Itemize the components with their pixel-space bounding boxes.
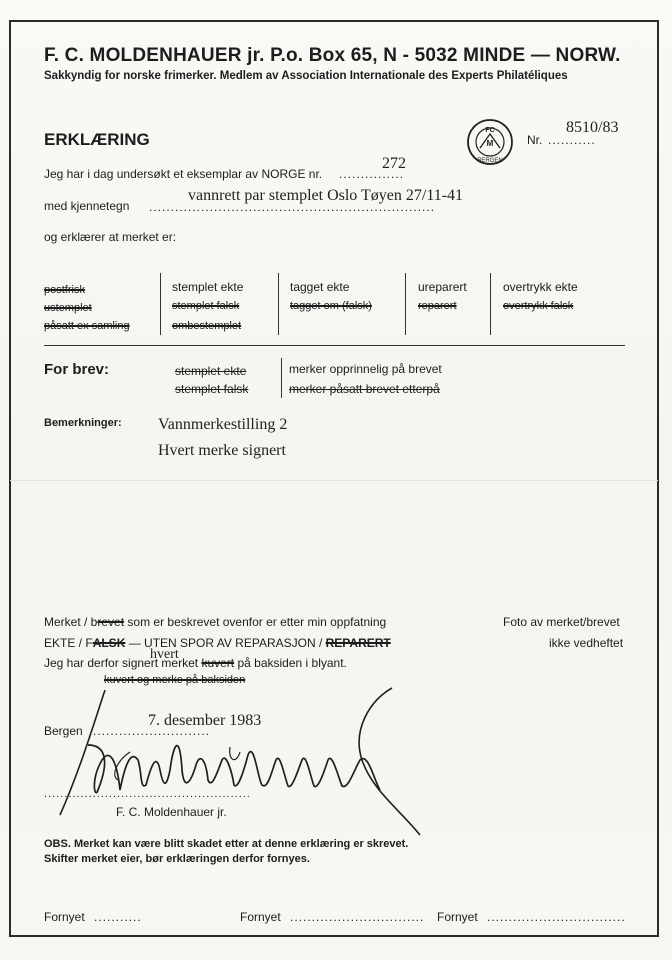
statement-line-3-end: på baksiden i blyant.	[237, 656, 347, 670]
remarks-line-2: Hvert merke signert	[158, 442, 286, 459]
renewal-label-2: Fornyet	[240, 910, 281, 924]
for-brev-stemplet-falsk: stemplet falsk	[175, 382, 249, 396]
intro-line-2: med kjennetegn	[44, 199, 130, 213]
for-brev-opprinnelig: merker opprinnelig på brevet	[289, 362, 442, 376]
remarks-line-1: Vannmerkestilling 2	[158, 416, 288, 433]
for-brev-label: For brev:	[44, 361, 110, 378]
company-header: F. C. MOLDENHAUER jr. P.o. Box 65, N - 5032 MINDE — NORW.	[44, 45, 621, 66]
foto-line-2: ikke vedheftet	[549, 636, 624, 650]
statement-line-2-mid: — UTEN SPOR AV REPARASJON /	[128, 636, 323, 650]
renewal-dots-1: ...........	[94, 910, 142, 924]
status-stemplet-falsk: stemplet falsk	[172, 300, 240, 312]
statement-line-3-struck: kuvert	[201, 656, 235, 670]
statement-line-2-start: EKTE / F	[44, 636, 93, 650]
statement-line-1-start: Merket / b	[44, 615, 98, 629]
statement-line-3-merket: merket	[161, 656, 199, 670]
signature-dots: ...................................................	[44, 788, 251, 800]
renewal-dots-3: ................................	[487, 910, 626, 924]
statement-line-2-struck2: REPARERT	[325, 636, 391, 650]
status-tagget-falsk: tagget om (falsk)	[290, 300, 372, 312]
certificate-title: ERKLÆRING	[44, 130, 150, 149]
renewal-label-1: Fornyet	[44, 910, 85, 924]
status-ombestemplet: ombestemplet	[172, 320, 242, 332]
statement-line-4-struck: kuvert og merke på baksiden	[104, 674, 246, 686]
status-reparert: reparert	[418, 300, 457, 312]
renewal-dots-2: ...............................	[290, 910, 425, 924]
intro-line-2-dots: ..................................................................	[149, 200, 436, 214]
remarks-label: Bemerkninger:	[44, 417, 122, 429]
status-overtrykk-ekte: overtrykk ekte	[503, 280, 578, 294]
status-tagget-ekte: tagget ekte	[290, 280, 350, 294]
for-brev-pasatt: merker påsatt brevet etterpå	[289, 382, 440, 396]
status-postfrisk: postfrisk	[44, 284, 85, 296]
status-ureparert: ureparert	[418, 280, 467, 294]
obs-line-1: OBS. Merket kan være blitt skadet etter at denne erklæring er skrevet.	[44, 838, 409, 850]
status-ustemplet: ustemplet	[44, 302, 92, 314]
statement-line-2-struck: ALSK	[92, 636, 126, 650]
statement-hvert: hvert	[150, 647, 179, 662]
nr-dots: ...........	[548, 133, 596, 147]
statement-line-3-start: Jeg har derfor signert	[44, 656, 159, 670]
status-overtrykk-falsk: overtrykk falsk	[503, 300, 574, 312]
intro-line-1: Jeg har i dag undersøkt et eksemplar av NORGE nr.	[44, 167, 323, 181]
kjennetegn-value: vannrett par stemplet Oslo Tøyen 27/11-41	[188, 187, 464, 204]
intro-line-1-dots: ...............	[339, 167, 405, 181]
signer-name: F. C. Moldenhauer jr.	[116, 805, 227, 819]
place-dots: ...........................	[93, 724, 211, 738]
signature-date: 7. desember 1983	[148, 712, 262, 729]
seal-mid-text: M	[486, 139, 494, 148]
for-brev-stemplet-ekte: stemplet ekte	[175, 364, 247, 378]
seal-bottom-text: BERGEN	[477, 158, 503, 164]
renewal-label-3: Fornyet	[437, 910, 478, 924]
place-label: Bergen	[44, 724, 83, 738]
intro-line-3: og erklærer at merket er:	[44, 230, 177, 244]
certificate-number: 8510/83	[566, 119, 619, 136]
status-stemplet-ekte: stemplet ekte	[172, 280, 244, 294]
norge-number: 272	[382, 155, 406, 172]
company-subtitle: Sakkyndig for norske frimerker. Medlem av Association Internationale des Experts Philatéliques	[44, 70, 568, 82]
obs-line-2: Skifter merket eier, bør erklæringen derfor fornyes.	[44, 853, 310, 865]
nr-label: Nr.	[527, 133, 543, 147]
foto-line-1: Foto av merket/brevet	[503, 615, 620, 629]
statement-line-1-end: som er beskrevet ovenfor er etter min oppfatning	[127, 615, 387, 629]
status-pasatt: påsatt ex samling	[44, 320, 130, 332]
statement-line-1-struck: revet	[97, 615, 125, 629]
seal-top-text: FC	[485, 127, 495, 134]
